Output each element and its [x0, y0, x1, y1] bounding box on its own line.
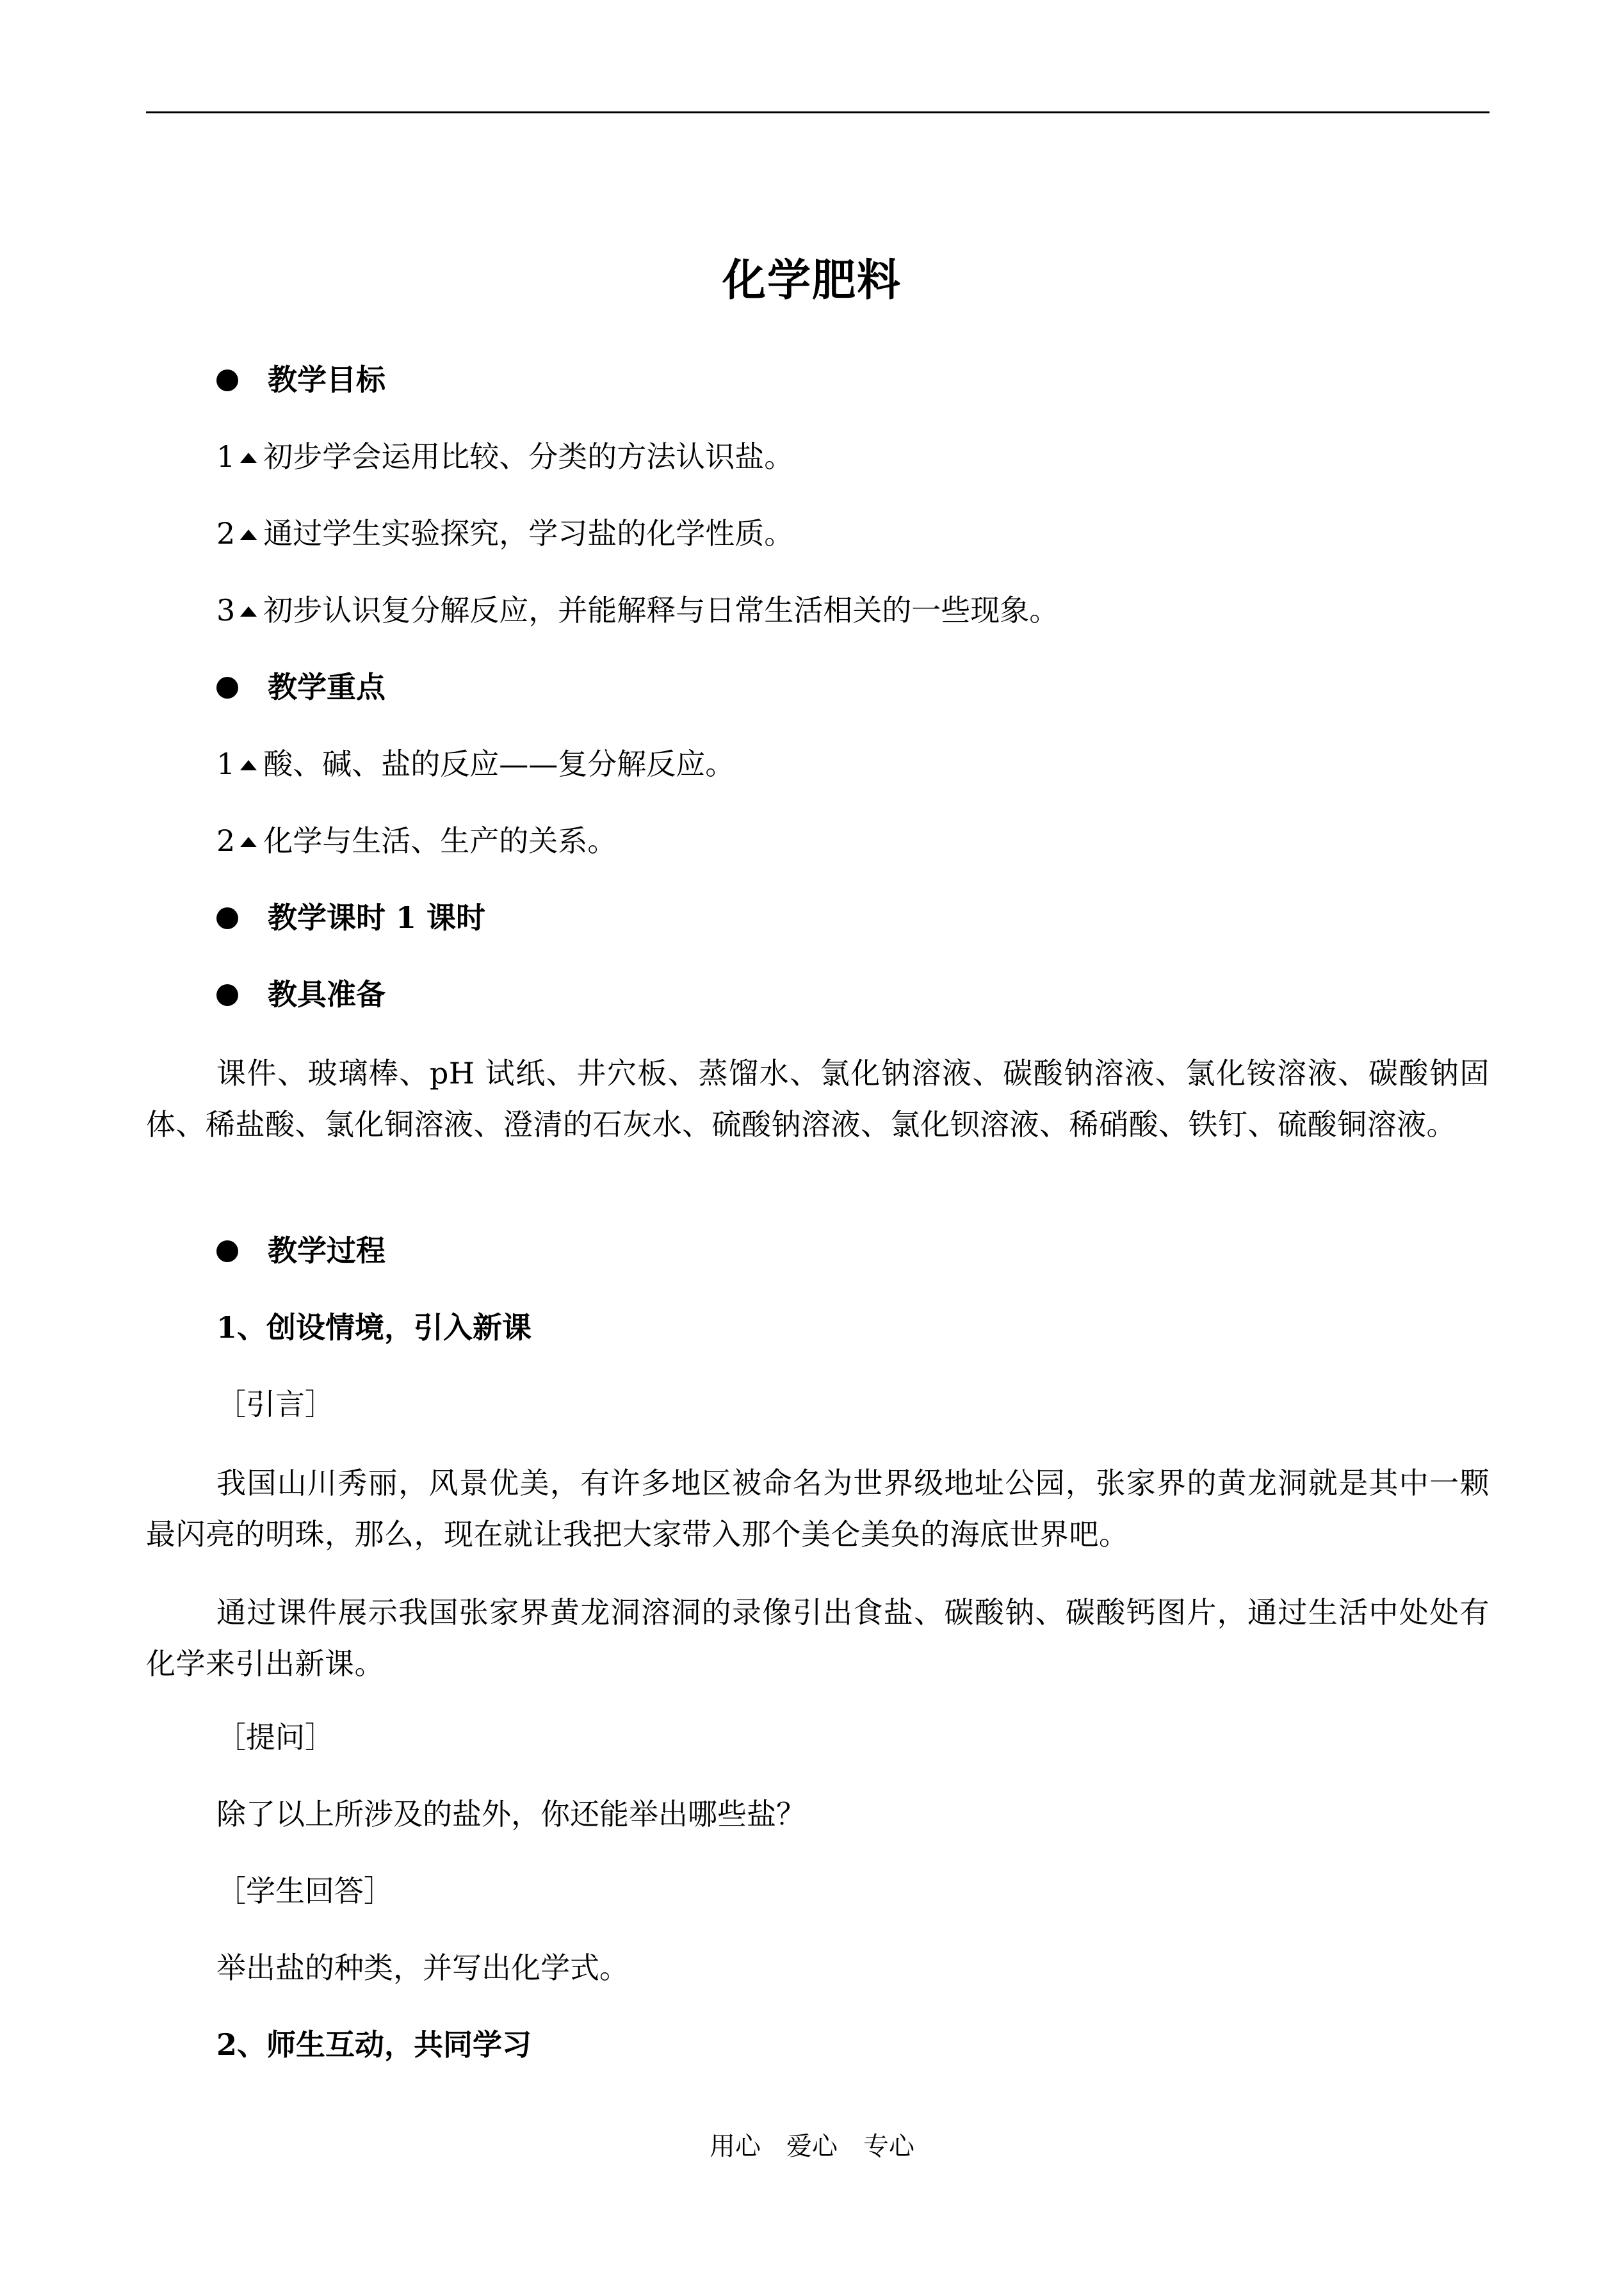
question-tag: ［提问］	[216, 1720, 334, 1755]
courseware-paragraph: 通过课件展示我国张家界黄龙洞溶洞的录像引出食盐、碳酸钠、碳酸钙图片，通过生活中处处有化学来引出新课。	[146, 1595, 1490, 1681]
intro-tag: ［引言］	[216, 1387, 334, 1422]
item-text: 初步认识复分解反应，并能解释与日常生活相关的一些现象。	[263, 593, 1059, 628]
list-item	[216, 511, 793, 556]
section-heading-key-points	[216, 665, 386, 710]
caret-icon	[240, 453, 257, 463]
bullet-icon	[216, 984, 238, 1006]
section-heading-objectives	[216, 357, 386, 402]
page-footer: 用心 爱心 专心	[710, 2132, 914, 2161]
caret-icon	[240, 530, 257, 540]
bullet-icon	[216, 1240, 238, 1262]
item-text: 化学与生活、生产的关系。	[263, 823, 617, 858]
caret-icon	[240, 837, 257, 847]
heading-text: 教学课时 1 课时	[268, 900, 486, 935]
list-item	[216, 434, 793, 479]
heading-text: 教学过程	[268, 1233, 386, 1268]
item-number: 2	[216, 823, 236, 858]
heading-text: 教具准备	[268, 977, 386, 1012]
bullet-icon	[216, 907, 238, 929]
section-heading-materials	[216, 972, 386, 1017]
question-text: 除了以上所涉及的盐外，你还能举出哪些盐？	[216, 1797, 806, 1831]
item-number: 3	[216, 593, 236, 628]
item-number: 1	[216, 439, 236, 474]
list-item	[216, 818, 617, 863]
heading-text: 教学重点	[268, 670, 386, 704]
item-number: 2	[216, 516, 236, 551]
intro-paragraph: 我国山川秀丽，风景优美，有许多地区被命名为世界级地址公园，张家界的黄龙洞就是其中一颗最闪亮的明珠，那么，现在就让我把大家带入那个美仑美奂的海底世界吧。	[146, 1466, 1490, 1552]
section-heading-hours	[216, 895, 485, 940]
item-number: 1	[216, 747, 236, 781]
bullet-icon	[216, 677, 238, 699]
step-heading-1: 1、创设情境，引入新课	[216, 1310, 532, 1345]
step-heading-2: 2、师生互动，共同学习	[216, 2027, 532, 2062]
caret-icon	[240, 606, 257, 617]
bullet-icon	[216, 369, 238, 391]
header-rule	[146, 111, 1490, 113]
item-text: 酸、碱、盐的反应——复分解反应。	[263, 747, 735, 781]
caret-icon	[240, 760, 257, 770]
item-text: 通过学生实验探究，学习盐的化学性质。	[263, 516, 794, 551]
list-item	[216, 588, 1059, 633]
item-text: 初步学会运用比较、分类的方法认识盐。	[263, 439, 794, 474]
materials-paragraph: 课件、玻璃棒、pH 试纸、井穴板、蒸馏水、氯化钠溶液、碳酸钠溶液、氯化铵溶液、碳酸钠固体、稀盐酸、氯化铜溶液、澄清的石灰水、硫酸钠溶液、氯化钡溶液、稀硝酸、铁钉、硫酸铜溶液。	[146, 1056, 1490, 1142]
answer-text: 举出盐的种类，并写出化学式。	[216, 1950, 629, 1985]
heading-text: 教学目标	[268, 362, 386, 397]
answer-tag: ［学生回答］	[216, 1874, 393, 1908]
page-title: 化学肥料	[722, 255, 902, 306]
list-item	[216, 742, 735, 786]
section-heading-process	[216, 1228, 386, 1273]
